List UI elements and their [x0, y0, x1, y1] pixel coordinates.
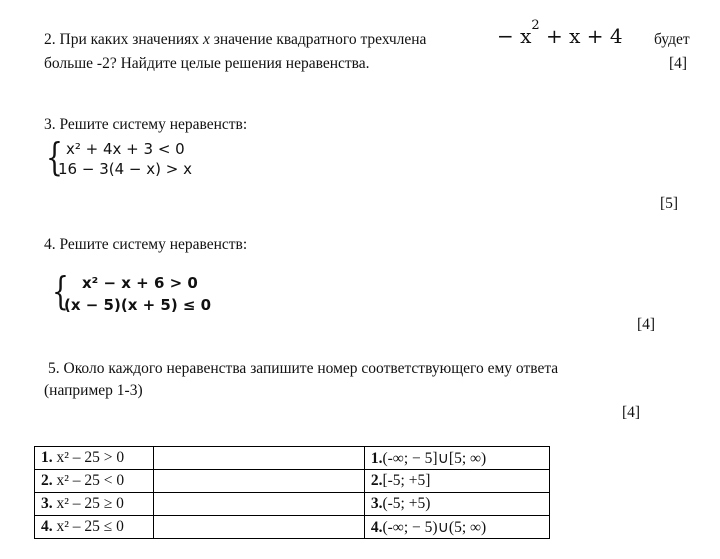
table-cell-blank[interactable]: [153, 516, 364, 539]
q2-score: [4]: [669, 55, 688, 72]
row-number: 4.: [41, 518, 53, 535]
answer-number: 3.: [370, 495, 383, 512]
q2-line2: больше -2? Найдите целые решения неравенства.: [44, 55, 370, 72]
q2-var-x: x: [202, 31, 210, 48]
row-inequality: x² – 25 ≤ 0: [52, 518, 124, 535]
q4-eq1: x² − x + 6 > 0: [82, 274, 198, 292]
row-inequality: x² – 25 > 0: [52, 449, 125, 466]
table-cell-blank[interactable]: [153, 470, 364, 493]
row-number: 2.: [41, 472, 53, 489]
table-cell-answer: [364, 516, 549, 539]
q2-expr-exponent: 2: [531, 18, 540, 34]
table-cell-inequality: [35, 470, 154, 493]
answer-number: 4.: [370, 518, 383, 536]
q5-score: [4]: [622, 404, 641, 421]
q2-word-budet: будет: [654, 31, 690, 48]
answer-interval: (-∞; − 5)∪(5; ∞): [382, 518, 487, 536]
q5-line1: 5. Около каждого неравенства запишите номер соответствующего ему ответа: [48, 360, 559, 377]
row-number: 1.: [41, 449, 53, 466]
answer-interval: [-5; +5]: [382, 472, 431, 489]
q3-score: [5]: [660, 195, 679, 212]
row-inequality: x² – 25 ≥ 0: [52, 495, 124, 512]
answer-interval: (-5; +5): [382, 495, 431, 512]
q2-text: 2. При каких значениях: [44, 31, 200, 48]
q3-brace: {: [46, 135, 63, 179]
q3-eq2: 16 − 3(4 − x) > x: [58, 160, 192, 178]
answer-number: 2.: [370, 472, 383, 489]
q2-line1: [44, 31, 426, 49]
q2-expr-minus: −: [497, 24, 514, 48]
q3-eq1: x² + 4x + 3 < 0: [66, 140, 185, 158]
table-row: [35, 447, 550, 470]
q3-title: 3. Решите систему неравенств:: [44, 116, 248, 133]
answer-interval: (-∞; − 5]∪[5; ∞): [382, 449, 487, 467]
row-number: 3.: [41, 495, 53, 512]
q4-brace: {: [52, 269, 69, 313]
table-cell-blank[interactable]: [153, 447, 364, 470]
table-cell-answer: [364, 447, 549, 470]
q2-expr-rest: + x + 4: [546, 24, 623, 48]
table-row: [35, 493, 550, 516]
table-cell-inequality: [35, 516, 154, 539]
q2-text-tail: значение квадратного трехчлена: [213, 31, 427, 48]
table-cell-answer: [364, 493, 549, 516]
q2-expr-x: x: [520, 24, 532, 48]
answer-number: 1.: [370, 449, 383, 467]
table-cell-inequality: [35, 493, 154, 516]
answer-table: [34, 446, 550, 539]
table-row: [35, 516, 550, 539]
q4-title: 4. Решите систему неравенств:: [44, 236, 248, 253]
q4-eq2: (x − 5)(x + 5) ≤ 0: [64, 296, 212, 314]
q4-score: [4]: [637, 316, 656, 333]
row-inequality: x² – 25 < 0: [52, 472, 125, 489]
table-cell-answer: [364, 470, 549, 493]
q2-expression: [497, 18, 623, 48]
table-row: [35, 470, 550, 493]
q5-line2: (например 1-3): [44, 382, 143, 399]
table-cell-inequality: [35, 447, 154, 470]
table-cell-blank[interactable]: [153, 493, 364, 516]
